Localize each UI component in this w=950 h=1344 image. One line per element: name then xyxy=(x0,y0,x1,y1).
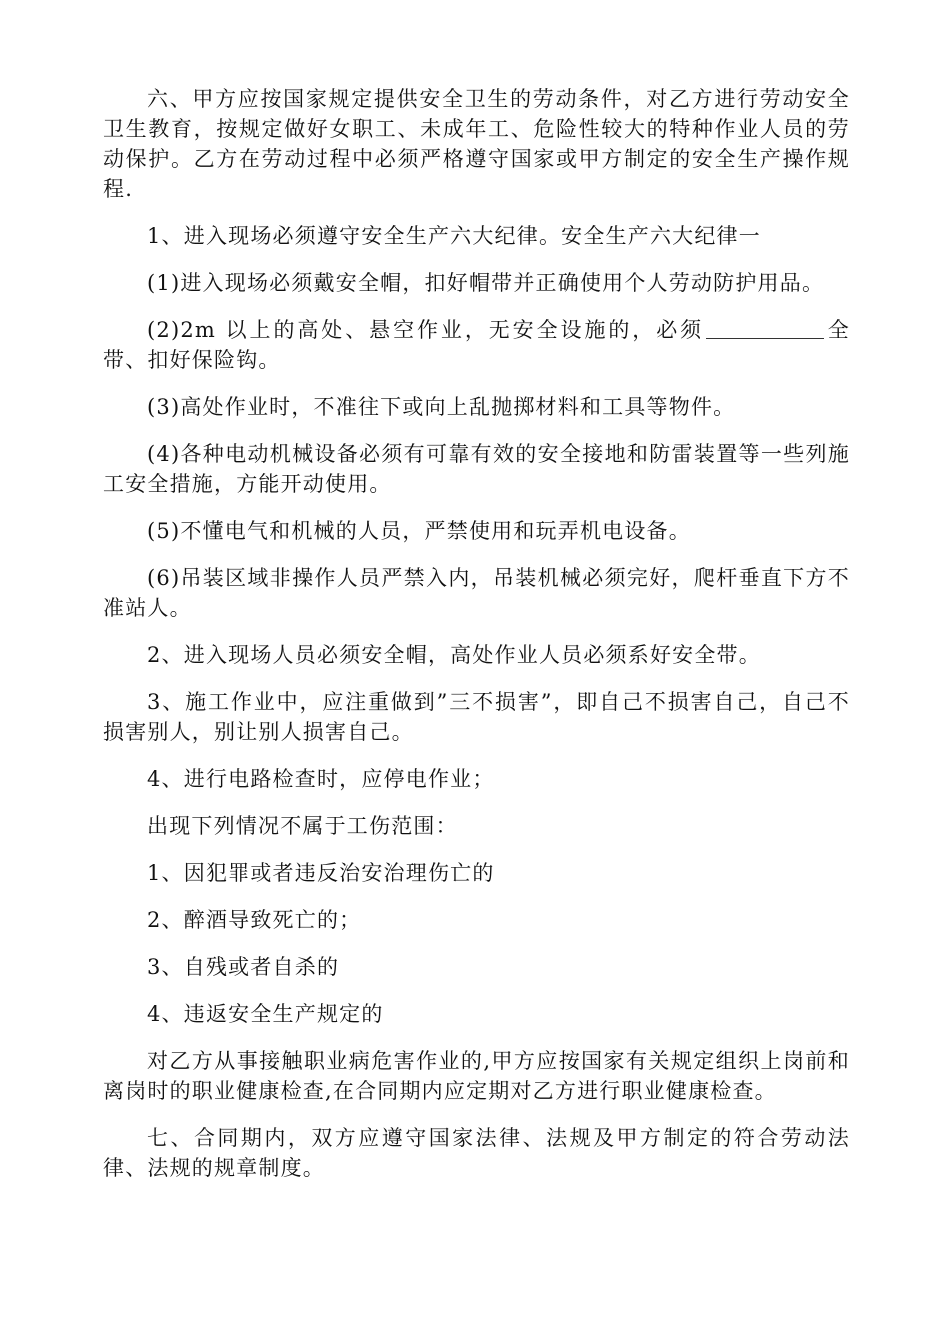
clause-six: 六、甲方应按国家规定提供安全卫生的劳动条件，对乙方进行劳动安全卫生教育，按规定做好女职工、未成年工、危险性较大的特种作业人员的劳动保护。乙方在劳动过程中必须严格遵守国家或甲方制定的安全生产操作规程. xyxy=(103,87,850,201)
rule-3-no-throwing: (3)高处作业时，不准往下或向上乱抛掷材料和工具等物件。 xyxy=(147,395,736,419)
non-injury-heading: 出现下列情况不属于工伤范围： xyxy=(147,814,458,838)
rule-4-grounding: (4)各种电动机械设备必须有可靠有效的安全接地和防雷装置等一些列施工安全措施，方能开动使用。 xyxy=(103,442,850,496)
rule-2-height-work xyxy=(103,315,850,375)
exclusion-4: 4、违返安全生产规定的 xyxy=(147,1002,384,1026)
rule-2-text-before: (2)2m 以上的高处、悬空作业，无安全设施的，必须 xyxy=(147,318,705,342)
item-1-discipline: 1、进入现场必须遵守安全生产六大纪律。安全生产六大纪律一 xyxy=(147,224,761,248)
fill-in-blank xyxy=(706,318,824,339)
clause-seven: 七、合同期内，双方应遵守国家法律、法规及甲方制定的符合劳动法律、法规的规章制度。 xyxy=(103,1126,850,1180)
item-3-three-no-harm: 3、施工作业中，应注重做到”三不损害”，即自己不损害自己，自己不损害别人，别让别人损害自己。 xyxy=(103,690,850,744)
rule-6-lifting: (6)吊装区域非操作人员严禁入内，吊装机械必须完好，爬杆垂直下方不准站人。 xyxy=(103,566,850,620)
document-page xyxy=(103,84,850,1200)
rule-5-electrical: (5)不懂电气和机械的人员，严禁使用和玩弄机电设备。 xyxy=(147,519,691,543)
item-4-circuit-check: 4、进行电路检查时，应停电作业； xyxy=(147,767,495,791)
health-check-clause: 对乙方从事接触职业病危害作业的,甲方应按国家有关规定组织上岗前和离岗时的职业健康检查,在合同期内应定期对乙方进行职业健康检查。 xyxy=(103,1049,850,1103)
rule-1-helmet: (1)进入现场必须戴安全帽，扣好帽带并正确使用个人劳动防护用品。 xyxy=(147,271,825,295)
rule-2-text-after: 全带、扣好保险钩。 xyxy=(103,318,850,372)
exclusion-1: 1、因犯罪或者违反治安治理伤亡的 xyxy=(147,861,495,885)
exclusion-2: 2、醉酒导致死亡的； xyxy=(147,908,362,932)
item-2-helmet-belt: 2、进入现场人员必须安全帽，高处作业人员必须系好安全带。 xyxy=(147,643,761,667)
exclusion-3: 3、自残或者自杀的 xyxy=(147,955,340,979)
